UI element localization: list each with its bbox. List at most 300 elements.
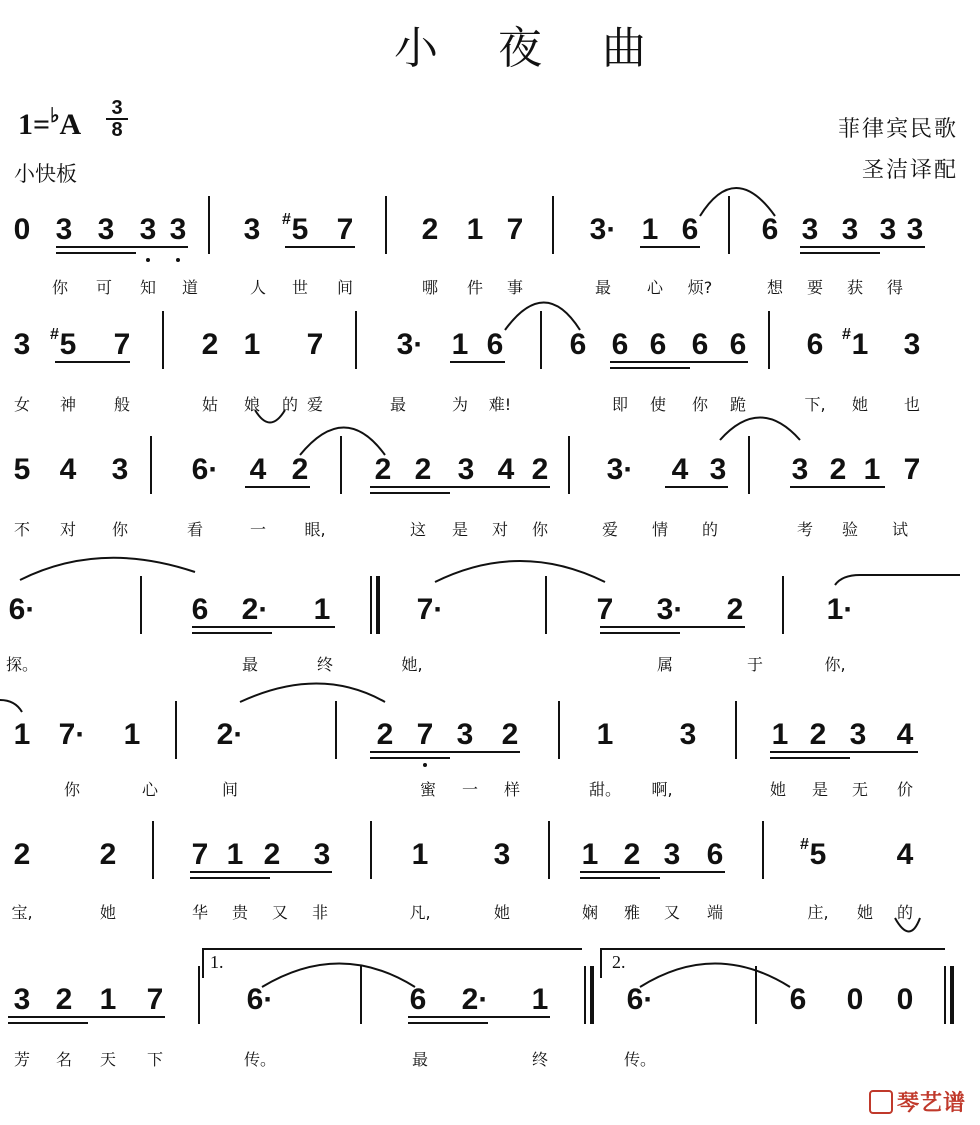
- note: [636, 210, 664, 250]
- note-digit: 1: [531, 983, 549, 1016]
- beam-underline: [370, 486, 550, 488]
- note: [891, 980, 919, 1020]
- note: [836, 210, 864, 250]
- note: [898, 325, 926, 365]
- lyric-syllable: 间: [221, 780, 238, 799]
- note-digit: 1: [851, 328, 869, 361]
- note: [891, 835, 919, 875]
- beam-underline: [370, 757, 450, 759]
- note: [766, 715, 794, 755]
- lyric-syllable: 是: [451, 520, 468, 539]
- barline: [370, 821, 372, 879]
- slur: [835, 575, 960, 585]
- note-digit: 6: [611, 328, 629, 361]
- barline: [385, 196, 387, 254]
- note-digit: 7: [146, 983, 164, 1016]
- note: [800, 835, 832, 875]
- note-digit: 2·: [216, 718, 244, 751]
- note: [196, 325, 224, 365]
- beam-underline: [192, 632, 272, 634]
- beam-underline: [192, 626, 335, 628]
- barline: [340, 436, 342, 494]
- note: [589, 210, 617, 250]
- note: [331, 210, 359, 250]
- beam-underline: [56, 252, 136, 254]
- note-digit: 3: [849, 718, 867, 751]
- lyric-syllable: 下: [146, 1050, 163, 1069]
- note: [644, 325, 672, 365]
- note-digit: 3: [139, 213, 157, 246]
- note-digit: 7: [416, 718, 434, 751]
- note: [576, 835, 604, 875]
- beam-underline: [580, 871, 725, 873]
- lyric-syllable: 最: [411, 1050, 428, 1069]
- slur: [435, 561, 605, 582]
- barline: [762, 821, 764, 879]
- note-digit: 3: [709, 453, 727, 486]
- lyric-syllable: 你: [691, 395, 708, 414]
- note: [721, 590, 749, 630]
- note: [186, 835, 214, 875]
- note-digit: 3: [97, 213, 115, 246]
- lyric-syllable: 你: [51, 278, 68, 297]
- note: [796, 210, 824, 250]
- beam-underline: [600, 626, 745, 628]
- sharp-sign: #: [800, 836, 809, 853]
- note: [8, 450, 36, 490]
- note: [824, 450, 852, 490]
- note-digit: 5: [291, 213, 309, 246]
- note: [481, 325, 509, 365]
- lyric-syllable: 想: [766, 278, 783, 297]
- note: [826, 590, 854, 630]
- octave-dot: [423, 763, 427, 767]
- note: [451, 715, 479, 755]
- note: [901, 210, 929, 250]
- note: [676, 210, 704, 250]
- note: [674, 715, 702, 755]
- note-digit: 1·: [826, 593, 854, 626]
- logo-icon: [869, 1090, 893, 1114]
- lyric-syllable: 样: [503, 780, 520, 799]
- note-digit: 1: [313, 593, 331, 626]
- sharp-sign: #: [282, 211, 291, 228]
- lyric-syllable: 眼,: [304, 520, 326, 539]
- note: [8, 325, 36, 365]
- note: [108, 325, 136, 365]
- note: [50, 325, 82, 365]
- note-digit: 7: [113, 328, 131, 361]
- lyric-syllable: 蜜: [419, 780, 436, 799]
- note: [626, 980, 654, 1020]
- note-digit: 4: [671, 453, 689, 486]
- note-digit: 3: [906, 213, 924, 246]
- note-digit: 1: [466, 213, 484, 246]
- note-digit: 6: [569, 328, 587, 361]
- note-digit: 7: [191, 838, 209, 871]
- barline: [162, 311, 164, 369]
- note-digit: 7·: [58, 718, 86, 751]
- lyric-syllable: 下,: [804, 395, 826, 414]
- note: [606, 325, 634, 365]
- note: [591, 715, 619, 755]
- barline: [548, 821, 550, 879]
- barline: [140, 576, 142, 634]
- lyric-syllable: 传。: [243, 1050, 276, 1069]
- note-digit: 3·: [396, 328, 424, 361]
- note-digit: 1: [581, 838, 599, 871]
- lyric-syllable: 事: [506, 278, 523, 297]
- note-digit: 6: [789, 983, 807, 1016]
- lyric-syllable: 又: [271, 903, 288, 922]
- note-digit: 2: [201, 328, 219, 361]
- note: [94, 980, 122, 1020]
- note-digit: 5: [59, 328, 77, 361]
- lyric-syllable: 她: [856, 903, 873, 922]
- lyric-syllable: 间: [336, 278, 353, 297]
- note-digit: 2: [421, 213, 439, 246]
- note-digit: 2: [623, 838, 641, 871]
- lyric-syllable: 的: [281, 395, 298, 414]
- note-digit: 6: [761, 213, 779, 246]
- note-digit: 1: [596, 718, 614, 751]
- lyric-syllable: 是: [811, 780, 828, 799]
- lyric-syllable: 她: [851, 395, 868, 414]
- note-digit: 2: [414, 453, 432, 486]
- lyric-syllable: 对: [491, 520, 508, 539]
- barline: [545, 576, 547, 634]
- note-digit: 5: [809, 838, 827, 871]
- note-digit: 1: [451, 328, 469, 361]
- note: [844, 715, 872, 755]
- note: [406, 835, 434, 875]
- note-digit: 6: [681, 213, 699, 246]
- note-digit: 3: [841, 213, 859, 246]
- octave-dot: [176, 258, 180, 262]
- lyric-syllable: 爱: [306, 395, 323, 414]
- lyric-syllable: 验: [841, 520, 858, 539]
- lyric-syllable: 凡,: [409, 903, 431, 922]
- note-digit: 2: [99, 838, 117, 871]
- note-digit: 2: [376, 718, 394, 751]
- repeat-barline: [950, 966, 954, 1024]
- note-digit: 4: [896, 838, 914, 871]
- note: [784, 980, 812, 1020]
- note-digit: 6·: [246, 983, 274, 1016]
- note-digit: 3: [456, 718, 474, 751]
- volta-2-label: 2.: [612, 952, 626, 972]
- lyric-syllable: 又: [663, 903, 680, 922]
- lyric-syllable: 这: [409, 520, 426, 539]
- lyric-syllable: 一: [249, 520, 266, 539]
- note: [50, 210, 78, 250]
- lyric-syllable: 芳: [13, 1050, 30, 1069]
- note: [238, 325, 266, 365]
- note: [409, 450, 437, 490]
- note: [898, 450, 926, 490]
- lyric-syllable: 不: [13, 520, 30, 539]
- lyric-syllable: 宝,: [11, 903, 33, 922]
- note: [656, 590, 684, 630]
- lyric-syllable: 最: [389, 395, 406, 414]
- lyric-syllable: 件: [466, 278, 483, 297]
- note: [416, 210, 444, 250]
- note: [701, 835, 729, 875]
- beam-underline: [55, 361, 130, 363]
- lyric-syllable: 考: [796, 520, 813, 539]
- note: [606, 450, 634, 490]
- note-digit: 6: [691, 328, 709, 361]
- note: [446, 325, 474, 365]
- repeat-barline: [370, 576, 372, 634]
- lyric-syllable: 的: [896, 903, 913, 922]
- barline: [755, 966, 757, 1024]
- note: [452, 450, 480, 490]
- note-digit: 2: [55, 983, 73, 1016]
- lyric-syllable: 人: [249, 278, 266, 297]
- lyric-syllable: 她: [99, 903, 116, 922]
- note-digit: 1: [771, 718, 789, 751]
- note-digit: 4: [249, 453, 267, 486]
- note: [404, 980, 432, 1020]
- note: [492, 450, 520, 490]
- note-digit: 7: [506, 213, 524, 246]
- note-digit: 3: [313, 838, 331, 871]
- slur: [640, 964, 790, 988]
- note: [191, 450, 219, 490]
- beam-underline: [640, 246, 700, 248]
- note-digit: 6·: [191, 453, 219, 486]
- slur: [20, 558, 195, 580]
- repeat-barline: [376, 576, 380, 634]
- note-digit: 2: [291, 453, 309, 486]
- lyric-syllable: 属: [656, 655, 673, 674]
- note-digit: 3: [55, 213, 73, 246]
- note-digit: 6: [486, 328, 504, 361]
- beam-underline: [600, 632, 680, 634]
- volta-2-bracket: [600, 948, 945, 950]
- note: [801, 325, 829, 365]
- lyric-syllable: 于: [746, 655, 763, 674]
- repeat-barline: [590, 966, 594, 1024]
- beam-underline: [770, 757, 850, 759]
- barline: [150, 436, 152, 494]
- note-digit: 6: [806, 328, 824, 361]
- note-digit: 7: [336, 213, 354, 246]
- note-digit: 6·: [8, 593, 36, 626]
- barline: [152, 821, 154, 879]
- note: [461, 210, 489, 250]
- translator-credit: 圣洁译配: [861, 158, 958, 183]
- note: [134, 210, 162, 250]
- note: [841, 980, 869, 1020]
- lyric-syllable: 也: [903, 395, 920, 414]
- note-digit: 3: [243, 213, 261, 246]
- note: [8, 980, 36, 1020]
- lyric-syllable: 终: [316, 655, 333, 674]
- beam-underline: [56, 246, 188, 248]
- note: [301, 325, 329, 365]
- note-digit: 7: [306, 328, 324, 361]
- note-digit: 4: [896, 718, 914, 751]
- barline: [175, 701, 177, 759]
- note: [591, 590, 619, 630]
- note: [58, 715, 86, 755]
- lyric-syllable: 跪: [729, 395, 746, 414]
- beam-underline: [8, 1022, 88, 1024]
- note-digit: 3: [903, 328, 921, 361]
- note-digit: 6: [191, 593, 209, 626]
- lyric-syllable: 无: [851, 780, 868, 799]
- beam-underline: [408, 1016, 550, 1018]
- note-digit: 3·: [656, 593, 684, 626]
- beam-underline: [370, 492, 450, 494]
- note: [308, 590, 336, 630]
- beam-underline: [610, 367, 690, 369]
- note: [564, 325, 592, 365]
- note-digit: 7·: [416, 593, 444, 626]
- note-digit: 6: [649, 328, 667, 361]
- note-digit: 0: [896, 983, 914, 1016]
- note: [50, 980, 78, 1020]
- note-digit: 4: [497, 453, 515, 486]
- beam-underline: [285, 246, 355, 248]
- repeat-barline: [584, 966, 586, 1024]
- slur: [240, 684, 385, 703]
- lyric-syllable: 甜。: [588, 780, 621, 799]
- lyric-syllable: 最: [594, 278, 611, 297]
- note-digit: 1: [123, 718, 141, 751]
- note: [246, 980, 274, 1020]
- lyric-syllable: 使: [649, 395, 666, 414]
- lyric-syllable: 天: [99, 1050, 116, 1069]
- note-digit: 0: [13, 213, 31, 246]
- barline: [208, 196, 210, 254]
- note-digit: 1: [226, 838, 244, 871]
- volta-1-label: 1.: [210, 952, 224, 972]
- lyric-syllable: 般: [113, 395, 130, 414]
- note: [164, 210, 192, 250]
- watermark: 琴艺谱: [869, 1086, 966, 1117]
- note: [141, 980, 169, 1020]
- note-digit: 3: [13, 983, 31, 1016]
- note-digit: 2: [726, 593, 744, 626]
- sharp-sign: #: [842, 326, 851, 343]
- beam-underline: [610, 361, 748, 363]
- note: [686, 325, 714, 365]
- note: [282, 210, 314, 250]
- note-digit: 6·: [626, 983, 654, 1016]
- lyric-syllable: 华: [191, 903, 208, 922]
- note: [396, 325, 424, 365]
- note-digit: 3·: [606, 453, 634, 486]
- lyric-syllable: 的: [701, 520, 718, 539]
- beam-underline: [770, 751, 918, 753]
- note: [704, 450, 732, 490]
- lyric-syllable: 啊,: [651, 780, 673, 799]
- lyric-syllable: 难!: [488, 395, 512, 414]
- note-digit: 3: [679, 718, 697, 751]
- lyric-syllable: 情: [651, 520, 668, 539]
- note-digit: 2: [809, 718, 827, 751]
- note-digit: 6: [706, 838, 724, 871]
- note: [526, 980, 554, 1020]
- note: [369, 450, 397, 490]
- note: [238, 210, 266, 250]
- note: [186, 590, 214, 630]
- key-signature: 1=♭A: [18, 105, 82, 141]
- note-digit: 3: [791, 453, 809, 486]
- note-digit: 3: [111, 453, 129, 486]
- note-digit: 3: [879, 213, 897, 246]
- lyric-syllable: 试: [891, 520, 908, 539]
- note-digit: 3: [663, 838, 681, 871]
- note: [221, 835, 249, 875]
- beam-underline: [370, 751, 520, 753]
- lyric-syllable: 姑: [201, 395, 218, 414]
- note: [756, 210, 784, 250]
- note: [786, 450, 814, 490]
- note-digit: 2: [829, 453, 847, 486]
- lyric-syllable: 传。: [623, 1050, 656, 1069]
- note-digit: 2: [501, 718, 519, 751]
- note: [244, 450, 272, 490]
- note-digit: 7: [596, 593, 614, 626]
- note-digit: 3: [457, 453, 475, 486]
- note: [8, 835, 36, 875]
- note: [842, 325, 874, 365]
- note: [724, 325, 752, 365]
- lyric-syllable: 你: [111, 520, 128, 539]
- barline: [568, 436, 570, 494]
- note-digit: 3: [493, 838, 511, 871]
- note-digit: 3·: [589, 213, 617, 246]
- note: [496, 715, 524, 755]
- beam-underline: [800, 246, 925, 248]
- note: [618, 835, 646, 875]
- beam-underline: [190, 877, 270, 879]
- lyric-syllable: 你,: [824, 655, 846, 674]
- beam-underline: [665, 486, 728, 488]
- lyric-syllable: 道: [181, 278, 198, 297]
- note: [501, 210, 529, 250]
- lyric-syllable: 即: [611, 395, 628, 414]
- volta-1-bracket: [202, 948, 582, 950]
- note: [92, 210, 120, 250]
- lyric-syllable: 看: [186, 520, 203, 539]
- lyric-syllable: 得: [886, 278, 903, 297]
- note: [411, 715, 439, 755]
- note: [891, 715, 919, 755]
- note-digit: 3: [13, 328, 31, 361]
- note: [804, 715, 832, 755]
- note-digit: 1: [411, 838, 429, 871]
- lyric-syllable: 对: [59, 520, 76, 539]
- barline: [355, 311, 357, 369]
- barline: [782, 576, 784, 634]
- lyric-syllable: 娴: [581, 903, 598, 922]
- note-digit: 1: [641, 213, 659, 246]
- barline: [728, 196, 730, 254]
- note: [8, 210, 36, 250]
- lyric-syllable: 一: [461, 780, 478, 799]
- note-digit: 3: [169, 213, 187, 246]
- lyric-syllable: 可: [95, 278, 112, 297]
- volta-1-bracket: [202, 948, 204, 978]
- lyric-syllable: 要: [806, 278, 823, 297]
- beam-underline: [450, 361, 505, 363]
- lyric-syllable: 端: [706, 903, 723, 922]
